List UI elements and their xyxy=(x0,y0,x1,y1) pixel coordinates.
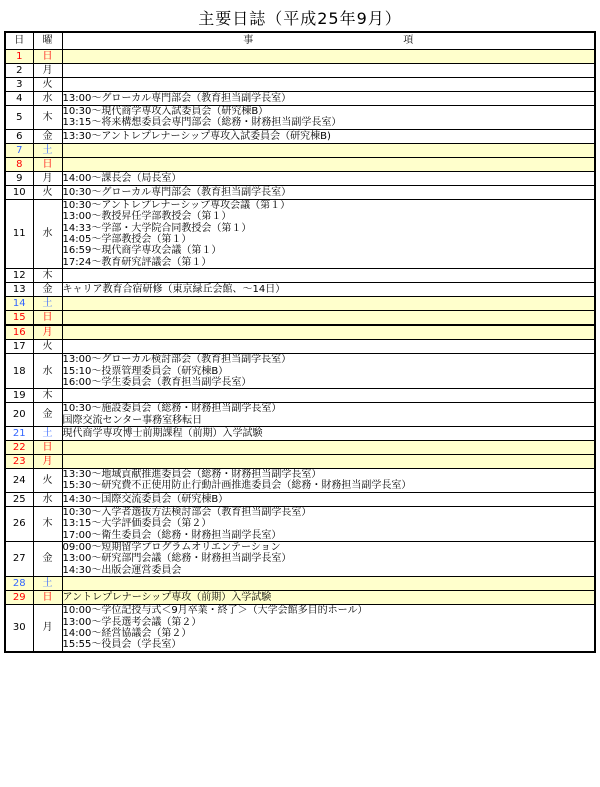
table-row xyxy=(5,269,595,283)
event-line: 17:00～衛生委員会（総務・財務担当副学長室） xyxy=(62,529,282,541)
weekday-cell: 水 xyxy=(33,354,62,389)
event-cell xyxy=(62,389,595,403)
weekday-cell: 月 xyxy=(33,325,62,340)
table-row xyxy=(5,157,595,171)
event-line: 13:00～学長選考会議（第２） xyxy=(62,616,202,628)
event-empty xyxy=(63,312,595,323)
day-cell: 2 xyxy=(5,64,33,78)
table-row xyxy=(5,129,595,143)
event-line: 14:05～学部教授会（第１） xyxy=(62,233,192,245)
event-cell xyxy=(62,106,595,130)
event-line: 14:30～国際交流委員会（研究棟B） xyxy=(62,493,229,505)
event-empty xyxy=(63,270,595,281)
event-cell xyxy=(62,269,595,283)
table-row xyxy=(5,340,595,354)
table-row xyxy=(5,50,595,64)
event-line: 10:30～現代商学専攻入試委員会（研究棟B） xyxy=(62,106,269,117)
day-cell: 20 xyxy=(5,403,33,427)
event-cell xyxy=(62,605,595,652)
event-cell xyxy=(62,506,595,541)
table-row xyxy=(5,591,595,605)
header-day: 日 xyxy=(5,32,33,50)
weekday-cell: 土 xyxy=(33,427,62,441)
table-row xyxy=(5,106,595,130)
weekday-cell: 月 xyxy=(33,64,62,78)
table-row xyxy=(5,469,595,493)
weekday-cell: 月 xyxy=(33,171,62,185)
event-line: 13:00～グローカル検討部会（教育担当副学長室） xyxy=(62,354,292,366)
event-cell xyxy=(62,143,595,157)
table-row xyxy=(5,506,595,541)
event-line: 17:24～教育研究評議会（第１） xyxy=(62,256,212,268)
event-cell xyxy=(62,441,595,455)
header-event xyxy=(62,32,595,50)
day-cell: 4 xyxy=(5,92,33,106)
weekday-cell: 水 xyxy=(33,92,62,106)
day-cell: 9 xyxy=(5,171,33,185)
event-cell xyxy=(62,297,595,311)
event-cell xyxy=(62,403,595,427)
event-line: キャリア教育合宿研修（東京緑丘会館、～14日） xyxy=(62,283,286,295)
table-row xyxy=(5,171,595,185)
event-line: 国際交流センター事務室移転日 xyxy=(62,414,203,426)
day-cell: 23 xyxy=(5,455,33,469)
weekday-cell: 月 xyxy=(33,455,62,469)
weekday-cell: 火 xyxy=(33,78,62,92)
event-line: 13:00～グローカル専門部会（教育担当副学長室） xyxy=(62,92,292,104)
table-row xyxy=(5,185,595,199)
event-cell xyxy=(62,325,595,340)
day-cell: 19 xyxy=(5,389,33,403)
event-line: 13:15～将来構想委員会専門部会（総務・財務担当副学長室） xyxy=(62,117,342,129)
event-line: 15:30～研究費不正使用防止行動計画推進委員会（総務・財務担当副学長室） xyxy=(62,480,412,492)
weekday-cell: 木 xyxy=(33,106,62,130)
event-line: 09:00～短期留学プログラムオリエンテーション xyxy=(62,542,281,554)
event-line: 14:00～経営協議会（第２） xyxy=(62,627,192,639)
day-cell: 12 xyxy=(5,269,33,283)
weekday-cell: 土 xyxy=(33,297,62,311)
event-cell xyxy=(62,577,595,591)
event-cell xyxy=(62,78,595,92)
event-line: 13:30～地域貢献推進委員会（総務・財務担当副学長室） xyxy=(62,469,322,481)
day-cell: 8 xyxy=(5,157,33,171)
weekday-cell: 木 xyxy=(33,506,62,541)
table-row xyxy=(5,441,595,455)
table-row xyxy=(5,143,595,157)
weekday-cell: 火 xyxy=(33,469,62,493)
day-cell: 22 xyxy=(5,441,33,455)
event-line: 14:30～出版会運営委員会 xyxy=(62,564,182,576)
day-cell: 13 xyxy=(5,283,33,297)
event-cell xyxy=(62,340,595,354)
weekday-cell: 水 xyxy=(33,199,62,268)
event-line: 14:33～学部・大学院合同教授会（第１） xyxy=(62,222,252,234)
table-row xyxy=(5,542,595,577)
event-cell xyxy=(62,542,595,577)
event-line: 14:00～課長会（局長室） xyxy=(62,172,182,184)
event-empty xyxy=(63,159,595,170)
event-line: 16:59～現代商学専攻会議（第１） xyxy=(62,245,222,257)
day-cell: 27 xyxy=(5,542,33,577)
day-cell: 21 xyxy=(5,427,33,441)
weekday-cell: 木 xyxy=(33,269,62,283)
event-empty xyxy=(63,456,595,467)
day-cell: 28 xyxy=(5,577,33,591)
table-row xyxy=(5,78,595,92)
event-line: 現代商学専攻博士前期課程（前期）入学試験 xyxy=(62,427,263,439)
day-cell: 11 xyxy=(5,199,33,268)
day-cell: 5 xyxy=(5,106,33,130)
event-empty xyxy=(63,341,595,352)
event-empty xyxy=(63,51,595,62)
table-row xyxy=(5,64,595,78)
weekday-cell: 月 xyxy=(33,605,62,652)
page-title: 主要日誌（平成25年9月） xyxy=(198,9,402,28)
event-cell xyxy=(62,427,595,441)
diary-table xyxy=(4,31,596,653)
event-cell xyxy=(62,199,595,268)
event-line: 13:30～アントレプレナーシップ専攻入試委員会（研究棟B) xyxy=(62,130,331,142)
table-row xyxy=(5,403,595,427)
weekday-cell: 日 xyxy=(33,591,62,605)
weekday-cell: 日 xyxy=(33,157,62,171)
table-row xyxy=(5,325,595,340)
event-line: 10:30～グローカル専門部会（教育担当副学長室） xyxy=(62,186,292,198)
weekday-cell: 土 xyxy=(33,577,62,591)
day-cell: 18 xyxy=(5,354,33,389)
event-cell xyxy=(62,92,595,106)
weekday-cell: 金 xyxy=(33,129,62,143)
event-cell xyxy=(62,469,595,493)
event-empty xyxy=(63,65,595,76)
event-empty xyxy=(63,578,595,589)
day-cell: 14 xyxy=(5,297,33,311)
event-cell xyxy=(62,492,595,506)
day-cell: 30 xyxy=(5,605,33,652)
event-line: 13:00～教授昇任学部教授会（第１） xyxy=(62,211,232,223)
event-line: 10:30～アントレプレナーシップ専攻会議（第１） xyxy=(62,199,291,211)
event-empty xyxy=(63,442,595,453)
event-line: 10:30～施設委員会（総務・財務担当副学長室） xyxy=(62,403,282,415)
event-line: 10:00～学位記授与式＜9月卒業・終了＞（大学会館多目的ホール） xyxy=(62,605,368,617)
event-cell xyxy=(62,157,595,171)
weekday-cell: 日 xyxy=(33,311,62,326)
weekday-cell: 火 xyxy=(33,185,62,199)
table-row xyxy=(5,297,595,311)
event-line: 15:55～役員会（学長室） xyxy=(62,639,182,651)
event-empty xyxy=(63,298,595,309)
weekday-cell: 金 xyxy=(33,542,62,577)
event-line: 13:00～研究部門会議（総務・財務担当副学長室） xyxy=(62,553,292,565)
weekday-cell: 日 xyxy=(33,50,62,64)
header-event-char-1: 事 xyxy=(243,35,254,47)
day-cell: 10 xyxy=(5,185,33,199)
day-cell: 26 xyxy=(5,506,33,541)
weekday-cell: 木 xyxy=(33,389,62,403)
diary-rows xyxy=(5,50,595,652)
table-row xyxy=(5,427,595,441)
event-cell xyxy=(62,354,595,389)
weekday-cell: 火 xyxy=(33,340,62,354)
table-row xyxy=(5,199,595,268)
weekday-cell: 金 xyxy=(33,403,62,427)
event-cell xyxy=(62,283,595,297)
table-row xyxy=(5,577,595,591)
event-line: アントレプレナーシップ専攻（前期）入学試験 xyxy=(62,592,272,603)
event-line: 16:00～学生委員会（教育担当副学長室） xyxy=(62,376,252,388)
weekday-cell: 日 xyxy=(33,441,62,455)
event-cell xyxy=(62,591,595,605)
event-empty xyxy=(63,327,595,338)
day-cell: 1 xyxy=(5,50,33,64)
table-row xyxy=(5,605,595,652)
weekday-cell: 土 xyxy=(33,143,62,157)
event-line: 10:30～入学者選抜方法検討部会（教育担当副学長室） xyxy=(62,506,312,518)
event-cell xyxy=(62,311,595,326)
day-cell: 15 xyxy=(5,311,33,326)
table-row xyxy=(5,389,595,403)
day-cell: 3 xyxy=(5,78,33,92)
day-cell: 17 xyxy=(5,340,33,354)
table-row xyxy=(5,455,595,469)
weekday-cell: 金 xyxy=(33,283,62,297)
day-cell: 7 xyxy=(5,143,33,157)
event-line: 13:15～大学評価委員会（第２） xyxy=(62,518,212,530)
table-row xyxy=(5,283,595,297)
day-cell: 25 xyxy=(5,492,33,506)
event-cell xyxy=(62,64,595,78)
table-row xyxy=(5,492,595,506)
header-event-char-2: 項 xyxy=(403,35,414,47)
event-empty xyxy=(63,390,595,401)
day-cell: 6 xyxy=(5,129,33,143)
event-empty xyxy=(63,79,595,90)
weekday-cell: 水 xyxy=(33,492,62,506)
event-cell xyxy=(62,455,595,469)
table-row xyxy=(5,92,595,106)
event-cell xyxy=(62,171,595,185)
day-cell: 16 xyxy=(5,325,33,340)
table-header-row xyxy=(5,32,595,50)
day-cell: 29 xyxy=(5,591,33,605)
table-row xyxy=(5,311,595,326)
header-weekday: 曜 xyxy=(33,32,62,50)
event-cell xyxy=(62,129,595,143)
event-cell xyxy=(62,185,595,199)
event-empty xyxy=(63,145,595,156)
event-cell xyxy=(62,50,595,64)
table-row xyxy=(5,354,595,389)
event-line: 15:10～投票管理委員会（研究棟B） xyxy=(62,365,229,377)
day-cell: 24 xyxy=(5,469,33,493)
